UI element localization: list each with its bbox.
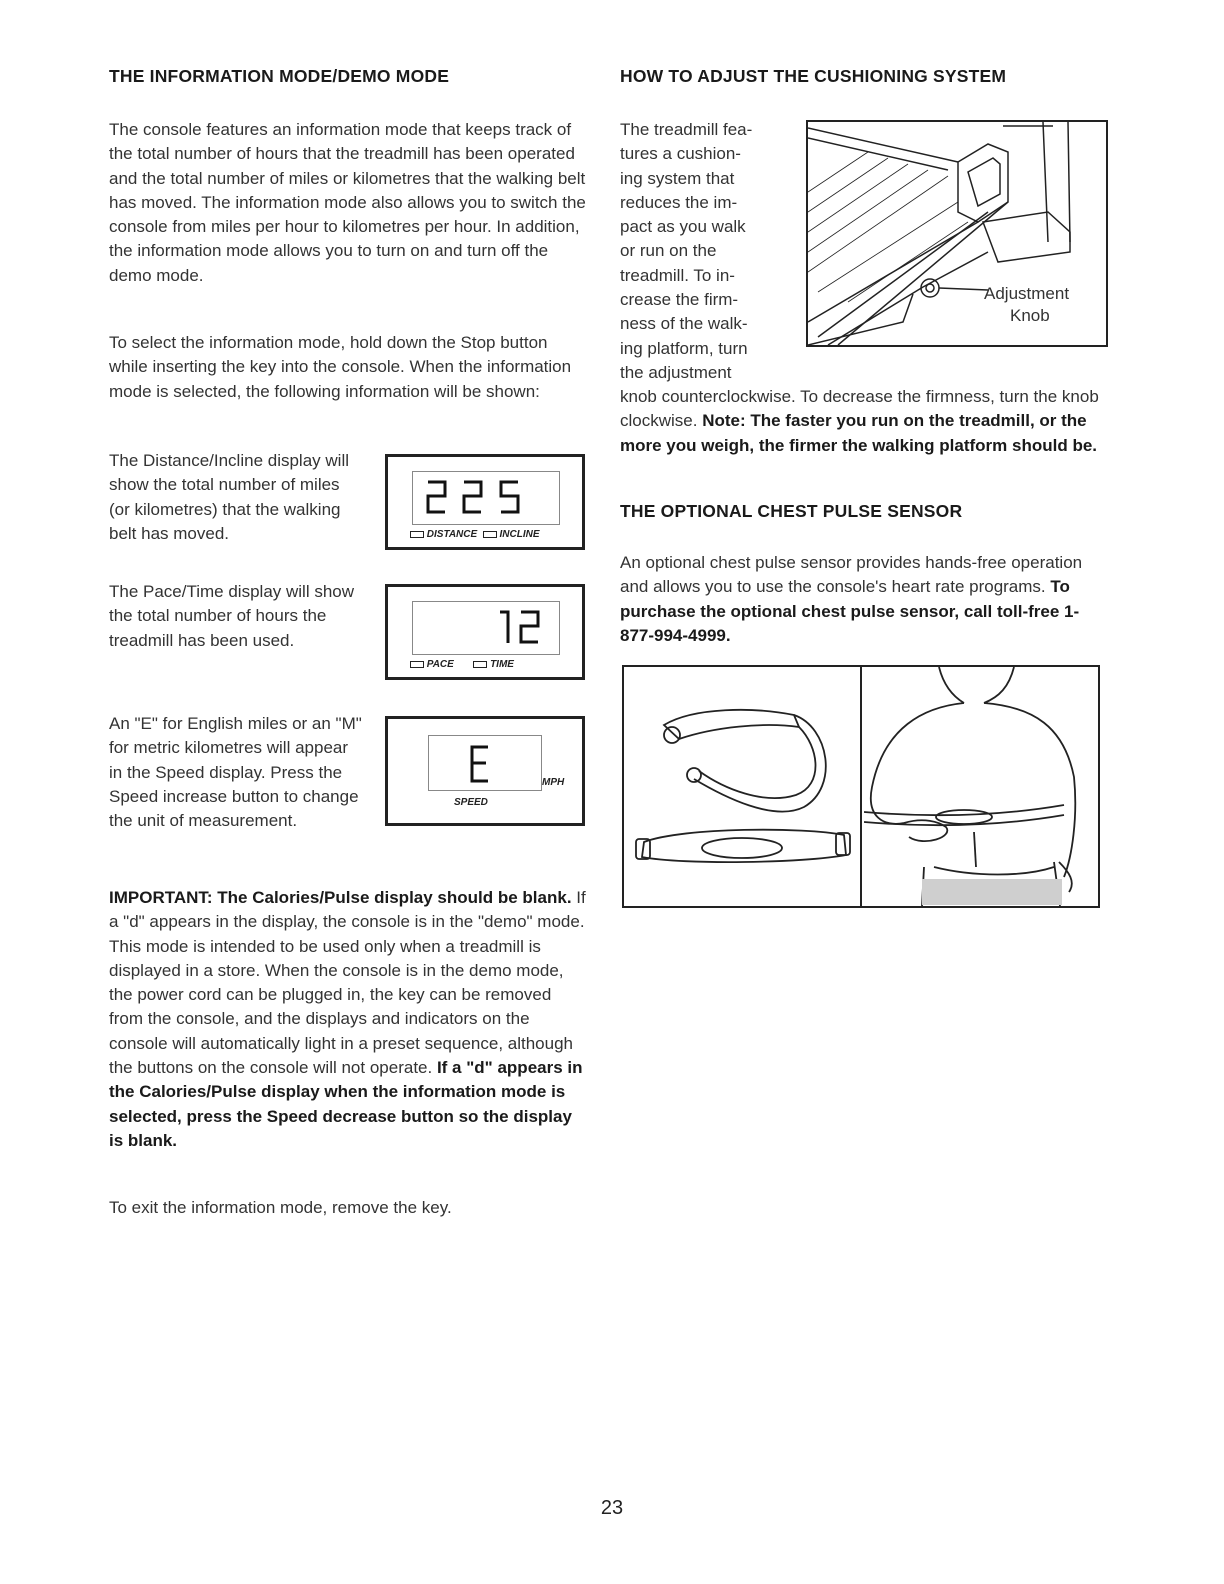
mph-label: MPH bbox=[542, 777, 565, 788]
distance-label: DISTANCE bbox=[426, 529, 478, 540]
cushion-line-8: ness of the walk- bbox=[620, 314, 748, 334]
pace-display bbox=[385, 584, 585, 680]
cushion-line-1: tures a cushion- bbox=[620, 144, 741, 164]
cushioning-heading: HOW TO ADJUST THE CUSHIONING SYSTEM bbox=[620, 66, 1007, 86]
digit-2 bbox=[521, 612, 538, 642]
knob-label: Knob bbox=[1010, 306, 1050, 325]
distance-display bbox=[385, 454, 585, 550]
time-indicator bbox=[473, 661, 487, 668]
time-label: TIME bbox=[490, 659, 514, 670]
cushioning-lines bbox=[620, 118, 795, 385]
digit-5 bbox=[501, 482, 518, 512]
important-paragraph bbox=[109, 886, 589, 1153]
important-bold: IMPORTANT: The Calories/Pulse display should be blank. bbox=[109, 888, 572, 907]
cushion-line-0: The treadmill fea- bbox=[620, 120, 753, 139]
treadmill-drawing bbox=[808, 122, 1106, 345]
chest-strap-drawing bbox=[624, 667, 860, 906]
important-text: If a "d" appears in the display, the console is in the "demo" mode. This mode is intended to be used only when a treadmill is displayed in a store. When the console is in the demo mode, the power cord can be plugged in, the key can be removed from the console, and the displays and indicators on the console will automatically light in a preset sequence, although the buttons on the console will not operate. bbox=[109, 888, 586, 1078]
distance-label-row bbox=[410, 529, 540, 540]
cushion-line-3: reduces the im- bbox=[620, 192, 738, 212]
important-bold-2: If a "d" appears in the Calories/Pulse display when the information mode is selected, press the Speed decrease button so the display is blank. bbox=[109, 1058, 583, 1150]
digit-1 bbox=[500, 612, 508, 643]
digit-2b bbox=[464, 482, 481, 512]
digit-e bbox=[472, 747, 488, 781]
cushioning-cont-text: knob counterclockwise. To decrease the firmness, turn the knob clockwise. bbox=[620, 387, 1099, 431]
pulse-text: An optional chest pulse sensor provides hands-free operation and allows you to use the console's heart rate programs. bbox=[620, 553, 1083, 597]
digit-2a bbox=[428, 482, 445, 512]
pace-text: The Pace/Time display will show the total number of hours the treadmill has been used. bbox=[109, 582, 355, 650]
info-mode-intro: The console features an information mode that keeps track of the total number of hours that the treadmill has been operated and the total number of miles or kilometres that the walking belt has moved. The information mode also allows you to switch the console from miles per hour to kilometres per hour. In addition, the information mode allows you to turn on and turn off the demo mode. bbox=[109, 120, 586, 285]
info-mode-heading: THE INFORMATION MODE/DEMO MODE bbox=[109, 66, 450, 86]
info-mode-select: To select the information mode, hold down the Stop button while inserting the key into the console. When the information mode is selected, the following information will be shown: bbox=[109, 333, 572, 401]
pulse-heading: THE OPTIONAL CHEST PULSE SENSOR bbox=[620, 501, 963, 521]
shorts-shading bbox=[922, 879, 1062, 905]
cushioning-cont bbox=[620, 385, 1100, 458]
distance-indicator bbox=[410, 531, 424, 538]
incline-indicator bbox=[483, 531, 497, 538]
pace-label-row bbox=[410, 659, 514, 670]
cushioning-note: Note: The faster you run on the treadmill, or the more you weigh, the firmer the walking platform should be. bbox=[620, 411, 1098, 455]
pulse-bold: To purchase the optional chest pulse sensor, call toll-free 1-877-994-4999. bbox=[620, 577, 1080, 645]
pace-indicator bbox=[410, 661, 424, 668]
pulse-figure bbox=[622, 665, 1100, 908]
pulse-paragraph bbox=[620, 551, 1100, 648]
exit-text: To exit the information mode, remove the key. bbox=[109, 1198, 452, 1217]
figure-divider bbox=[860, 667, 862, 906]
cushion-line-4: pact as you walk bbox=[620, 217, 746, 237]
pace-label: PACE bbox=[426, 659, 454, 670]
cushion-line-10: the adjustment bbox=[620, 362, 732, 382]
right-column bbox=[620, 66, 1100, 645]
cushioning-figure bbox=[806, 120, 1108, 347]
cushion-line-7: crease the firm- bbox=[620, 290, 739, 310]
page-number: 23 bbox=[600, 1497, 624, 1519]
cushion-line-2: ing system that bbox=[620, 168, 735, 188]
adjustment-label: Adjustment bbox=[984, 284, 1070, 303]
cushion-line-6: treadmill. To in- bbox=[620, 265, 735, 285]
distance-text: The Distance/Incline display will show the total number of miles (or kilometres) that the walking belt has moved. bbox=[109, 451, 349, 543]
incline-label: INCLINE bbox=[499, 529, 540, 540]
cushion-line-9: ing platform, turn bbox=[620, 338, 748, 358]
speed-display bbox=[385, 716, 585, 826]
cushion-line-5: or run on the bbox=[620, 241, 717, 261]
speed-label: SPEED bbox=[454, 797, 488, 808]
person-wearing-strap-drawing bbox=[864, 667, 1100, 906]
speed-text: An "E" for English miles or an "M" for metric kilometres will appear in the Speed display. Press the Speed increase button to change the unit of measurement. bbox=[109, 714, 362, 831]
